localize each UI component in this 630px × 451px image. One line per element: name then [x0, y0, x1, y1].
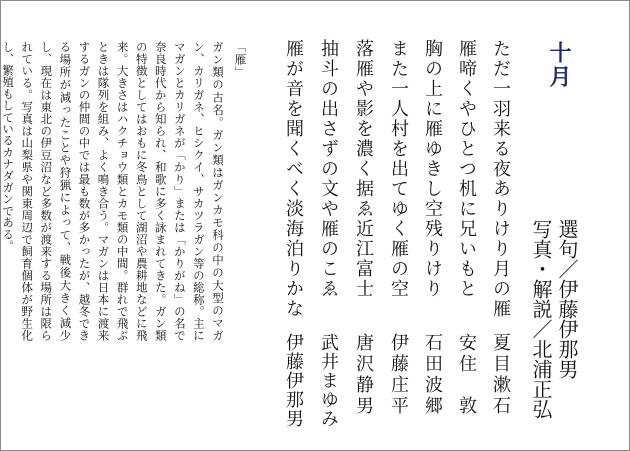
- haiku-author: 伊藤庄平: [388, 333, 409, 417]
- haiku-text: 雁が音を聞くべく淡海泊りかな: [283, 39, 304, 319]
- haiku-author: 武井まゆみ: [318, 333, 339, 428]
- haiku-text: 胸の上に雁ゆきし空残りけり: [422, 39, 443, 299]
- selection-credit: 選句／伊藤伊那男: [555, 219, 579, 379]
- haiku-author: 安住 敦: [456, 333, 477, 417]
- haiku-text: 雁啼くやひとつ机に兄いもと: [456, 39, 477, 299]
- haiku-author: 石田波郷: [422, 333, 443, 417]
- haiku-text: 落雁や影を濃く据ゑ近江富士: [353, 39, 374, 299]
- haiku-author: 唐沢静男: [353, 333, 374, 417]
- essay-body: ガン類の古名。ガン類はガンカモ科の中の大型のマガン、カリガネ、ヒシクイ、サカツラガン等の総称。主にマガンとカリガネが「かり」または「かりがね」の名で奈良時代から知られ、和歌に多く詠まれてきた。ガン類の特徴としてはおもに冬鳥として湖沼や農耕地などに飛来。大きさはハクチョウ類とカモ類の中間。群れで飛ぶときは隊列を組み、よく鳴き合う。マガンは日本に渡来するガンの仲間の中では最も数が多かったが、越冬できる場所が減ったことや狩猟によって、戦後大きく減少し、現在は東北の伊豆沼など多数が渡来する場所は限られている。写真は山梨県や関東周辺で飼育個体が野生化し、繁殖もしているカナダガンである。: [1, 41, 225, 341]
- haiku-text: 抽斗の出さずの文や雁のこゑ: [318, 39, 339, 299]
- month-title: 十月: [546, 41, 571, 89]
- haiku-text: ただ一羽来る夜ありけり月の雁: [490, 39, 511, 319]
- haiku-author: 夏目漱石: [490, 333, 511, 417]
- haiku-author: 伊藤伊那男: [283, 333, 304, 428]
- haiku-text: また一人村を出てゆく雁の空: [388, 39, 409, 299]
- photo-commentary-credit: 写真・解説／北浦正弘: [529, 219, 553, 419]
- essay-heading: 「雁」: [233, 41, 248, 79]
